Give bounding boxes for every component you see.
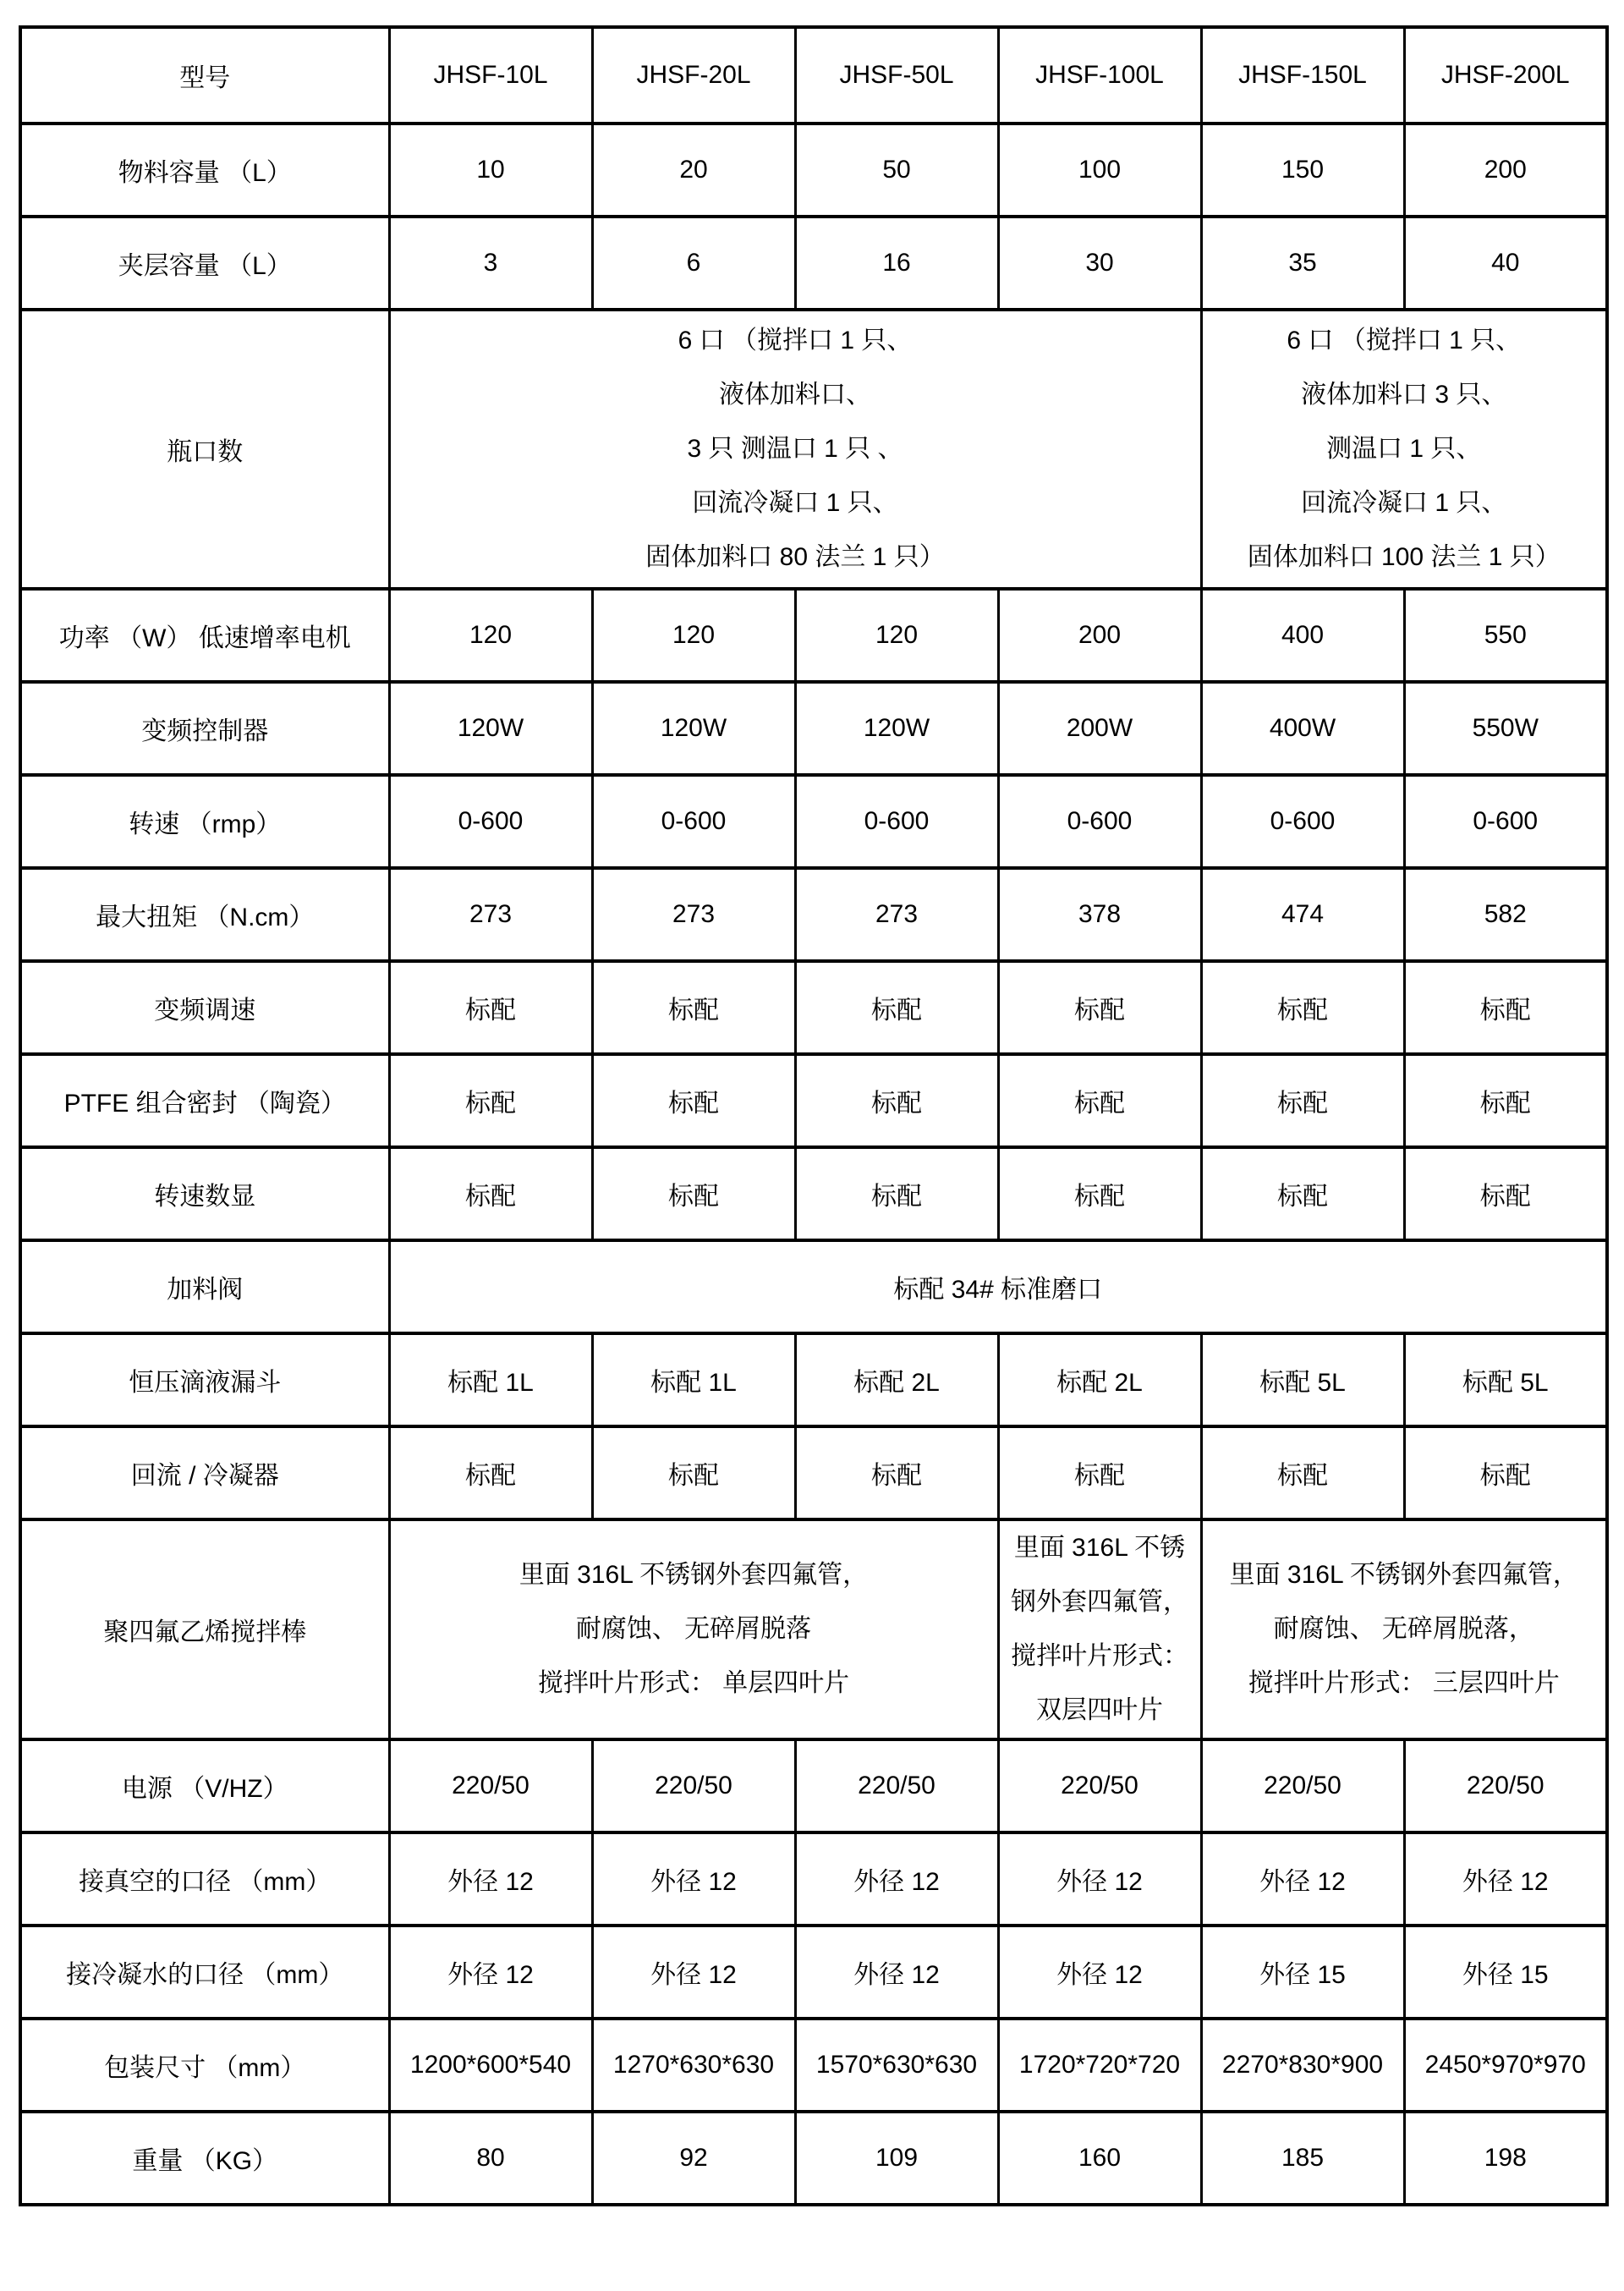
spec-cell: 标配 [389,1426,592,1519]
spec-cell-line: 搅拌叶片形式： 单层四叶片 [537,1669,850,1697]
spec-cell: 273 [389,868,592,961]
table-row [20,1926,1607,2019]
spec-cell: 0-600 [795,775,998,868]
spec-cell: 120W [389,682,592,775]
spec-cell: 109 [795,2112,998,2205]
spec-cell: 1270*630*630 [592,2019,795,2112]
spec-cell: 273 [592,868,795,961]
spec-cell: 2450*970*970 [1404,2019,1607,2112]
row-label: PTFE 组合密封 （陶瓷） [20,1054,389,1147]
row-label: 物料容量 （L） [20,124,389,217]
spec-cell-line: 液体加料口、 [719,381,871,409]
table-row [20,124,1607,217]
row-label: 变频控制器 [20,682,389,775]
spec-cell: 120 [592,589,795,682]
spec-cell: 标配 [1201,961,1404,1054]
table-row [20,310,1607,589]
spec-cell: 20 [592,124,795,217]
spec-cell: 外径 12 [998,1832,1201,1926]
spec-cell [389,1519,998,1739]
table-row [20,868,1607,961]
header-model-label: 型号 [20,27,389,124]
spec-cell: 35 [1201,217,1404,310]
spec-cell-line: 里面 316L 不锈 [1013,1534,1186,1562]
spec-cell: 标配 [1201,1147,1404,1240]
spec-cell: 标配 [795,1147,998,1240]
spec-cell-line: 钢外套四氟管， [1011,1588,1188,1616]
spec-cell-line: 里面 316L 不锈钢外套四氟管， [518,1561,869,1589]
spec-cell: 标配 5L [1404,1333,1607,1426]
spec-cell: 220/50 [795,1739,998,1832]
spec-cell-line: 回流冷凝口 1 只、 [692,489,898,517]
spec-cell: 1570*630*630 [795,2019,998,2112]
spec-cell [998,1519,1201,1739]
spec-cell-line: 耐腐蚀、 无碎屑脱落 [575,1615,812,1643]
spec-cell: 外径 12 [795,1926,998,2019]
spec-cell: 外径 15 [1201,1926,1404,2019]
spec-cell: 0-600 [592,775,795,868]
spec-cell: 标配 2L [998,1333,1201,1426]
spec-cell: 标配 34# 标准磨口 [389,1240,1607,1333]
spec-cell: 220/50 [1404,1739,1607,1832]
spec-cell: 标配 [795,961,998,1054]
header-model: JHSF-150L [1201,27,1404,124]
header-model: JHSF-10L [389,27,592,124]
spec-cell: 标配 [592,1147,795,1240]
spec-cell: 0-600 [389,775,592,868]
table-row [20,1240,1607,1333]
table-row [20,1739,1607,1832]
row-label: 瓶口数 [20,310,389,589]
spec-cell: 标配 [592,961,795,1054]
spec-cell: 0-600 [1201,775,1404,868]
spec-cell [1201,310,1607,589]
spec-cell: 标配 2L [795,1333,998,1426]
spec-cell: 0-600 [998,775,1201,868]
row-label: 加料阀 [20,1240,389,1333]
spec-cell: 标配 [389,1147,592,1240]
spec-cell: 标配 [389,1054,592,1147]
spec-cell: 标配 [998,961,1201,1054]
header-model: JHSF-20L [592,27,795,124]
table-row [20,1832,1607,1926]
spec-cell: 92 [592,2112,795,2205]
spec-cell: 550 [1404,589,1607,682]
row-label: 聚四氟乙烯搅拌棒 [20,1519,389,1739]
spec-cell: 550W [1404,682,1607,775]
spec-cell: 标配 [1404,1426,1607,1519]
spec-cell: 40 [1404,217,1607,310]
table-header-row [20,27,1607,124]
header-model: JHSF-100L [998,27,1201,124]
table-row [20,1426,1607,1519]
spec-cell-line: 固体加料口 80 法兰 1 只） [645,543,945,571]
row-label: 功率 （W） 低速增率电机 [20,589,389,682]
spec-cell: 标配 [1201,1426,1404,1519]
spec-cell: 400W [1201,682,1404,775]
row-label: 变频调速 [20,961,389,1054]
spec-cell: 外径 12 [389,1832,592,1926]
spec-cell: 标配 1L [389,1333,592,1426]
spec-cell: 3 [389,217,592,310]
spec-cell: 标配 [592,1054,795,1147]
row-label: 夹层容量 （L） [20,217,389,310]
table-row [20,682,1607,775]
spec-cell-line: 6 口 （搅拌口 1 只、 [1287,327,1522,354]
row-label: 转速数显 [20,1147,389,1240]
spec-cell: 16 [795,217,998,310]
table-row [20,2019,1607,2112]
spec-cell: 标配 [795,1054,998,1147]
table-row [20,1054,1607,1147]
spec-table-body [20,27,1607,2205]
spec-cell: 160 [998,2112,1201,2205]
spec-cell: 外径 12 [998,1926,1201,2019]
spec-cell: 0-600 [1404,775,1607,868]
table-row [20,1333,1607,1426]
spec-cell: 标配 [998,1426,1201,1519]
spec-cell-line: 里面 316L 不锈钢外套四氟管， [1229,1561,1578,1589]
spec-cell: 标配 [1404,1147,1607,1240]
row-label: 接真空的口径 （mm） [20,1832,389,1926]
spec-cell: 外径 12 [795,1832,998,1926]
spec-cell-line: 双层四叶片 [1036,1696,1163,1724]
spec-cell: 100 [998,124,1201,217]
spec-cell: 200W [998,682,1201,775]
row-label: 回流 / 冷凝器 [20,1426,389,1519]
table-row [20,961,1607,1054]
spec-cell: 220/50 [998,1739,1201,1832]
spec-cell-line: 回流冷凝口 1 只、 [1301,489,1507,517]
spec-cell: 150 [1201,124,1404,217]
spec-cell: 标配 [998,1147,1201,1240]
spec-cell: 220/50 [592,1739,795,1832]
spec-cell: 474 [1201,868,1404,961]
spec-cell: 标配 [592,1426,795,1519]
spec-cell: 30 [998,217,1201,310]
spec-cell-line: 耐腐蚀、 无碎屑脱落， [1273,1615,1534,1643]
header-model: JHSF-200L [1404,27,1607,124]
row-label: 转速 （rmp） [20,775,389,868]
spec-table [19,25,1609,2206]
spec-cell: 标配 [389,961,592,1054]
spec-cell: 120W [795,682,998,775]
spec-cell: 外径 15 [1404,1926,1607,2019]
header-model: JHSF-50L [795,27,998,124]
row-label: 电源 （V/HZ） [20,1739,389,1832]
spec-cell: 200 [1404,124,1607,217]
spec-cell: 外径 12 [1404,1832,1607,1926]
spec-cell: 2270*830*900 [1201,2019,1404,2112]
row-label: 恒压滴液漏斗 [20,1333,389,1426]
table-row [20,2112,1607,2205]
row-label: 最大扭矩 （N.cm） [20,868,389,961]
spec-cell: 185 [1201,2112,1404,2205]
spec-cell: 200 [998,589,1201,682]
table-row [20,217,1607,310]
spec-cell: 1200*600*540 [389,2019,592,2112]
spec-cell: 外径 12 [592,1926,795,2019]
table-row [20,1519,1607,1739]
spec-cell-line: 测温口 1 只、 [1326,435,1482,463]
row-label: 重量 （KG） [20,2112,389,2205]
spec-cell: 1720*720*720 [998,2019,1201,2112]
row-label: 接冷凝水的口径 （mm） [20,1926,389,2019]
spec-cell: 标配 5L [1201,1333,1404,1426]
spec-cell: 标配 [1404,1054,1607,1147]
spec-cell: 220/50 [389,1739,592,1832]
spec-cell: 198 [1404,2112,1607,2205]
spec-cell: 标配 [1201,1054,1404,1147]
table-row [20,1147,1607,1240]
spec-cell-line: 固体加料口 100 法兰 1 只） [1247,543,1561,571]
spec-cell: 582 [1404,868,1607,961]
spec-cell: 外径 12 [389,1926,592,2019]
spec-cell: 50 [795,124,998,217]
spec-cell: 273 [795,868,998,961]
table-row [20,589,1607,682]
spec-cell: 378 [998,868,1201,961]
row-label: 包装尺寸 （mm） [20,2019,389,2112]
spec-cell [1201,1519,1607,1739]
spec-cell: 120 [389,589,592,682]
spec-cell: 标配 [998,1054,1201,1147]
spec-cell: 80 [389,2112,592,2205]
spec-cell-line: 搅拌叶片形式： 三层四叶片 [1248,1669,1560,1697]
spec-cell-line: 6 口 （搅拌口 1 只、 [678,327,913,354]
spec-cell: 标配 [1404,961,1607,1054]
spec-cell: 标配 [795,1426,998,1519]
spec-cell-line: 液体加料口 3 只、 [1301,381,1507,409]
spec-cell: 120 [795,589,998,682]
spec-cell: 6 [592,217,795,310]
spec-cell: 220/50 [1201,1739,1404,1832]
spec-cell: 标配 1L [592,1333,795,1426]
spec-cell [389,310,1201,589]
spec-cell: 120W [592,682,795,775]
spec-cell: 10 [389,124,592,217]
spec-cell-line: 搅拌叶片形式： [1011,1642,1188,1670]
spec-cell: 外径 12 [1201,1832,1404,1926]
spec-cell: 外径 12 [592,1832,795,1926]
table-row [20,775,1607,868]
spec-cell-line: 3 只 测温口 1 只 、 [687,435,903,463]
spec-cell: 400 [1201,589,1404,682]
